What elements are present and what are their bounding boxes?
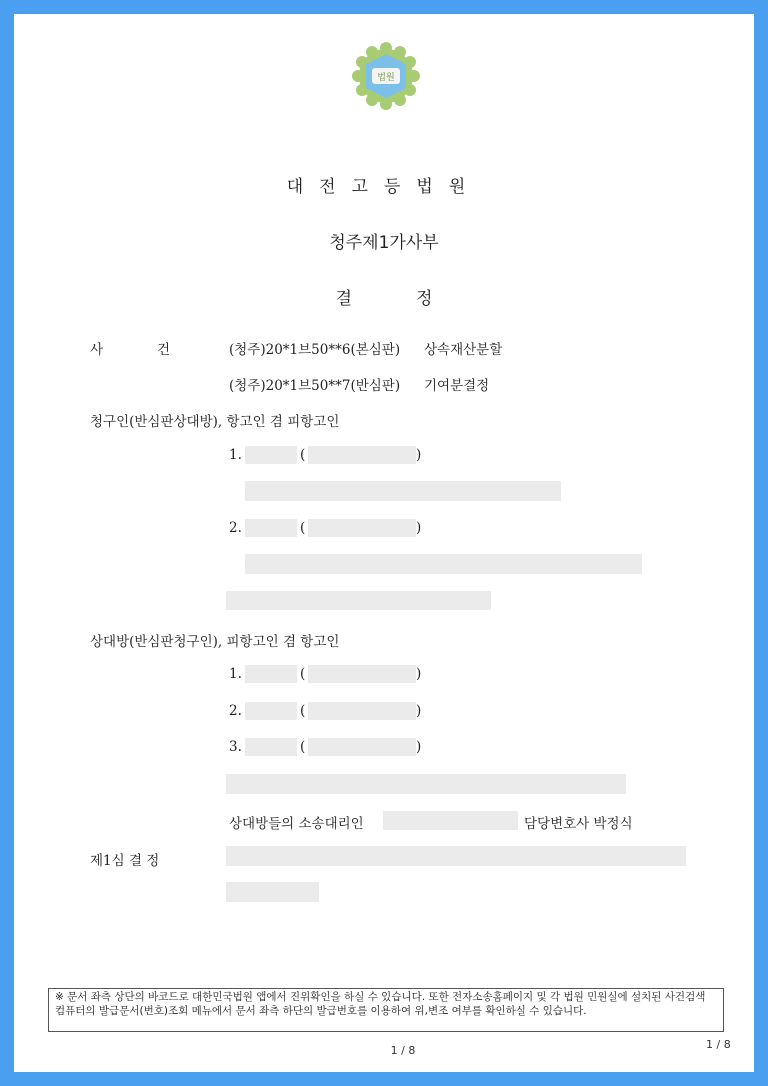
- claimant-2-number: 2.: [229, 520, 242, 536]
- redacted-name: [245, 519, 297, 537]
- paren-close: ): [416, 666, 422, 682]
- case-number-2: (청주)20*1브50**7(반심판): [229, 378, 401, 394]
- case-title-1: 상속재산분할: [424, 342, 503, 358]
- document-type: 결정: [335, 289, 497, 309]
- paren-open: (: [300, 739, 306, 755]
- redacted-id: [308, 702, 416, 720]
- respondent-2-number: 2.: [229, 703, 242, 719]
- respondent-heading: 상대방(반심판청구인), 피항고인 겸 항고인: [90, 634, 340, 650]
- paren-close: ): [416, 739, 422, 755]
- first-instance-label: 제1심 결 정: [90, 853, 160, 869]
- paren-close: ): [416, 703, 422, 719]
- seal-text: 법원: [377, 73, 395, 83]
- paren-open: (: [300, 666, 306, 682]
- redacted-address: [245, 554, 642, 574]
- agent-prefix: 상대방들의 소송대리인: [229, 816, 364, 832]
- redacted-name: [245, 702, 297, 720]
- redacted-name: [245, 665, 297, 683]
- claimant-heading: 청구인(반심판상대방), 항고인 겸 피항고인: [90, 414, 340, 430]
- redacted-name: [245, 738, 297, 756]
- redacted-id: [308, 665, 416, 683]
- paren-open: (: [300, 703, 306, 719]
- court-seal-icon: [350, 40, 422, 112]
- page-number: 1 / 8: [390, 1044, 416, 1057]
- redacted-date: [226, 882, 319, 902]
- redacted-id: [308, 738, 416, 756]
- verification-notice: ※ 문서 좌측 상단의 바코드로 대한민국법원 앱에서 진위확인을 하실 수 있습니다. 또한 전자소송홈페이지 및 각 법원 민원실에 설치된 사건검색 컴퓨터의 발급문서(번호)조회 메뉴에서 문서 좌측 하단의 발급번호를 이용하여 위,변조 여부를 확인하실 수 있습니다.: [48, 988, 724, 1032]
- redacted-id: [308, 446, 416, 464]
- redacted-name: [245, 446, 297, 464]
- redacted-address: [245, 481, 561, 501]
- paren-open: (: [300, 447, 306, 463]
- paren-open: (: [300, 520, 306, 536]
- agent-suffix: 담당변호사 박정식: [524, 816, 633, 832]
- respondent-1-number: 1.: [229, 666, 242, 682]
- redacted-address: [226, 591, 491, 610]
- claimant-1-number: 1.: [229, 447, 242, 463]
- paren-close: ): [416, 447, 422, 463]
- division-name: 청주제1가사부: [329, 233, 439, 253]
- redacted-law-firm: [383, 811, 518, 830]
- case-label-b: 건: [157, 342, 171, 358]
- redacted-address: [226, 774, 626, 794]
- redacted-id: [308, 519, 416, 537]
- court-name: 대전고등법원: [286, 177, 482, 197]
- respondent-3-number: 3.: [229, 739, 242, 755]
- case-number-1: (청주)20*1브50**6(본심판): [229, 342, 401, 358]
- paren-close: ): [416, 520, 422, 536]
- redacted-first-instance: [226, 846, 686, 866]
- case-label-a: 사: [90, 342, 104, 358]
- page-number-right: 1 / 8: [706, 1038, 731, 1051]
- case-title-2: 기여분결정: [424, 378, 490, 394]
